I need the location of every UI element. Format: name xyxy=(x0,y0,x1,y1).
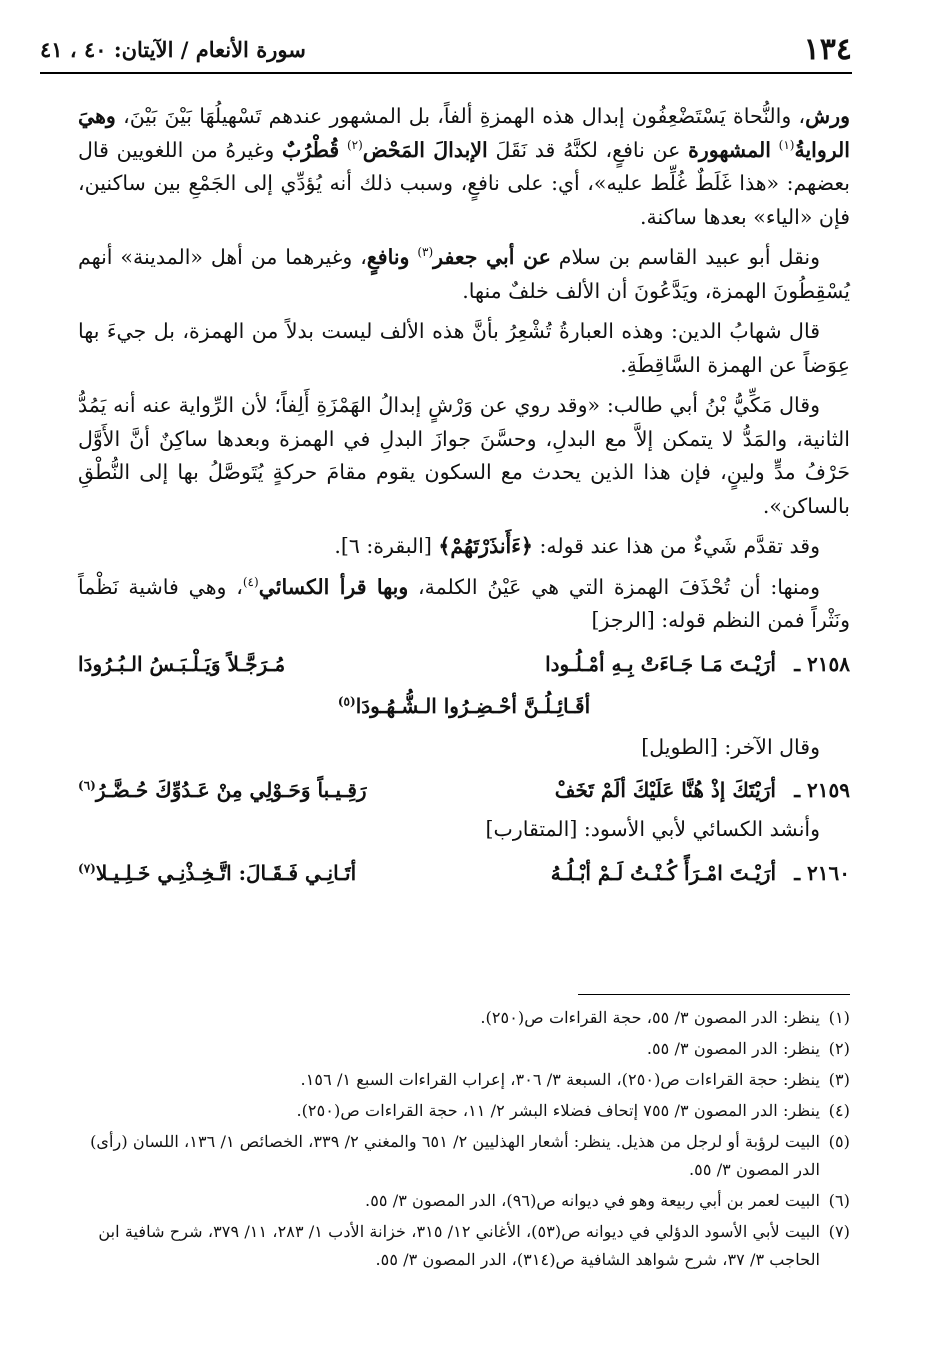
header-rule xyxy=(40,72,852,74)
bold-text: الإبدالَ المَحْض xyxy=(362,137,488,162)
footnote-text: ينظر: الدر المصون ٣/ ٥٥، حجة القراءات ص(٢٥٠). xyxy=(480,1008,820,1027)
verse-number: ٢١٦٠ ـ xyxy=(794,860,850,885)
footnote-text: البيت لرؤبة أو لرجل من هذيل. ينظر: أشعار الهذليين ٢/ ٦٥١ والمغني ٢/ ٣٣٩، الخصائص ١/ ١٣٦، اللسان (رأى) الدر المصون ٣/ ٥٥. xyxy=(90,1132,820,1179)
text: [البقرة: ٦]. xyxy=(334,534,432,558)
footnote-ref[interactable]: (١) xyxy=(778,137,795,152)
footnote-ref[interactable]: (٢) xyxy=(346,137,363,152)
bold-text: وبها قرأ الكسائي xyxy=(258,574,409,599)
footnote-number: (٢) xyxy=(828,1039,850,1058)
footnote-4 xyxy=(80,1097,850,1125)
verse-hemistich-2 xyxy=(78,771,427,809)
text: وقد تقدَّم شَيءٌ من هذا عند قوله: xyxy=(539,534,820,558)
text: عن نافعٍ، لكنَّهُ قد نَقَلَ xyxy=(495,137,681,162)
footnote-text: ينظر: الدر المصون ٣/ ٥٥. xyxy=(646,1039,820,1058)
surah-title: سورة الأنعام / الآيتان: ٤٠ ، ٤١ xyxy=(40,37,306,62)
footnote-2 xyxy=(80,1035,850,1063)
footnote-ref[interactable]: (٧) xyxy=(78,860,96,875)
verse-2159 xyxy=(78,771,850,809)
bold-text: عن أبي جعفر xyxy=(433,245,551,269)
footnote-5 xyxy=(80,1128,850,1184)
footnote-number: (٦) xyxy=(828,1191,850,1210)
footnote-3 xyxy=(80,1066,850,1094)
text: وغيرهُ من اللغويين قال بعضهم: «هذا غَلَطٌ غُلِّط عليه»، أي: على نافعٍ، وسبب ذلك أنه يُؤدِّي إلى الجَمْعِ بين ساكنين، فإن «الياء» بعدها ساكنة. xyxy=(78,137,850,229)
footnote-text: ينظر: الدر المصون ٣/ ٧٥٥ إتحاف فضلاء البشر ٢/ ١١، حجة القراءات ص(٢٥٠). xyxy=(296,1101,820,1120)
verse-number: ٢١٥٩ ـ xyxy=(794,778,850,802)
quran-citation: ﴿ءَأَنذَرْتَهُمْ﴾ xyxy=(438,534,533,558)
footnote-1 xyxy=(80,1004,850,1032)
paragraph-4: وقال مَكِّيُّ بْنُ أبي طالب: «وقد روي عن وَرْشٍ إبدالُ الهَمْزَةِ أَلِفاً؛ لأن الرِّواية عنه أنه يَمُدُّ الثانية، والمَدُّ لا يتمكن إلاَّ مع البدلِ، وحسَّنَ جوازَ البدلِ في الهمزة وبعدها ساكِنٌ أنَّ الأَوَّل حَرْفُ مدٍّ ولينٍ، فإن هذا الذين يحدث مع السكون يقوم مقامَ حركةٍ يُتَوصَّلُ بها إلى النُّطْقِ بالساكن». xyxy=(78,393,850,518)
footnote-text: البيت لأبي الأسود الدؤلي في ديوانه ص(٥٣)، الأغاني ١٢/ ٣١٥، خزانة الأدب ١/ ٢٨٣، ١١/ ٣٧٩، شرح شافية ابن الحاجب ٣/ ٣٧، شرح شواهد الشافية ص(٣١٤)، الدر المصون ٣/ ٥٥. xyxy=(98,1222,820,1269)
bold-text: قُطْرُبٌ xyxy=(282,137,340,162)
footnote-text: البيت لعمر بن أبي ربيعة وهو في ديوانه ص(٩٦)، الدر المصون ٣/ ٥٥. xyxy=(365,1191,820,1210)
bold-text: ورش xyxy=(805,104,850,128)
text: ، وهي فاشية نَظْماً ونَثْراً فمن النظم قوله: [الرجز] xyxy=(78,574,850,632)
main-text xyxy=(78,100,850,896)
footnote-text: ينظر: حجة القراءات ص(٢٥٠)، السبعة ٣/ ٣٠٦، إعراب القراءات السبع ١/ ١٥٦. xyxy=(300,1070,820,1089)
verse-hemistich-1: أرَيْـتَ مَـا جَـاءَتْ بِـهِ أمْـلُـودا xyxy=(545,651,776,676)
verse-hemistich-1: أرَيْتَكَ إذْ هُنَّا عَلَيْكَ ألَمْ تَخَفْ xyxy=(554,778,776,802)
footnote-ref[interactable]: (٣) xyxy=(417,245,434,260)
footnote-ref[interactable]: (٥) xyxy=(337,693,356,708)
footnote-number: (٣) xyxy=(828,1070,850,1089)
verse-2158-line-2 xyxy=(78,687,850,725)
footnote-7 xyxy=(80,1218,850,1274)
bold-text: ونافعٍ xyxy=(366,245,410,269)
text: ، وغيرهما من أهل «المدينة» أنهم يُسْقِطُونَ الهمزة، ويَدَّعُونَ أن الألف خلفٌ منها. xyxy=(78,245,850,303)
bold-text: المشهورة xyxy=(688,137,771,162)
paragraph-6 xyxy=(78,571,850,638)
footnote-number: (٧) xyxy=(828,1222,850,1241)
footnotes xyxy=(80,1004,850,1277)
verse-text: أتَـانِـي فَـقَـالَ: اتَّـخِـذْنِـي خَـلِـيـلا xyxy=(95,860,357,885)
text: ونقل أبو عبيد القاسم بن سلام xyxy=(558,245,820,269)
footnote-number: (١) xyxy=(828,1008,850,1027)
footnote-ref[interactable]: (٦) xyxy=(78,778,96,793)
footnote-separator xyxy=(578,994,850,995)
text: ومنها: أن تُحْذَفَ الهمزة التي هي عَيْنُ الكلمة، xyxy=(418,574,820,599)
verse-hemistich-1: أرَيْـتَ امْـرَأً كُـنْـتُ لَـمْ أبْـلُـهُ xyxy=(550,860,776,885)
page-number: ١٣٤ xyxy=(803,32,852,67)
intro-2159: وقال الآخر: [الطويل] xyxy=(641,734,820,759)
verse-number: ٢١٥٨ ـ xyxy=(794,651,850,676)
verse-2160 xyxy=(78,854,850,892)
intro-2160: وأنشد الكسائي لأبي الأسود: [المتقارب] xyxy=(485,817,820,841)
verse-hemistich-2 xyxy=(78,854,427,892)
verse-hemistich-2: مُـرَجَّـلاً وَيَـلْـبَـسُ الـبُـرُودَا xyxy=(78,651,286,676)
footnote-number: (٤) xyxy=(828,1101,850,1120)
paragraph-1 xyxy=(78,100,850,234)
paragraph-5 xyxy=(78,530,850,564)
verse-text: رَقِـيـباً وَحَـوْلِي مِنْ عَـدُوِّكَ حُـضَّـرُ xyxy=(95,778,367,802)
page-header xyxy=(40,30,852,74)
verse-line: أقَـائِـلُـنَّ أحْـضِـرُوا الـشُّـهُـودَا xyxy=(355,693,591,718)
footnote-6 xyxy=(80,1187,850,1215)
verse-2158 xyxy=(78,645,850,683)
paragraph-3: قال شهابُ الدين: وهذه العبارةُ تُشْعِرُ بأنَّ هذه الألف ليست بدلاً من الهمزة، بل جيءَ بها عِوَضاً عن الهمزة السَّاقِطَةِ. xyxy=(78,319,850,377)
footnote-number: (٥) xyxy=(828,1132,850,1151)
text: ، والنُّحاة يَسْتَضْعِفُون إبدال هذه الهمزةِ ألفاً، بل المشهور عندهم تَسْهيلُهَا بَيْنَ بَيْنَ، xyxy=(123,104,806,128)
bold-text: وهيَ الروايةُ xyxy=(78,104,850,162)
footnote-ref[interactable]: (٤) xyxy=(242,574,259,589)
paragraph-2 xyxy=(78,241,850,308)
